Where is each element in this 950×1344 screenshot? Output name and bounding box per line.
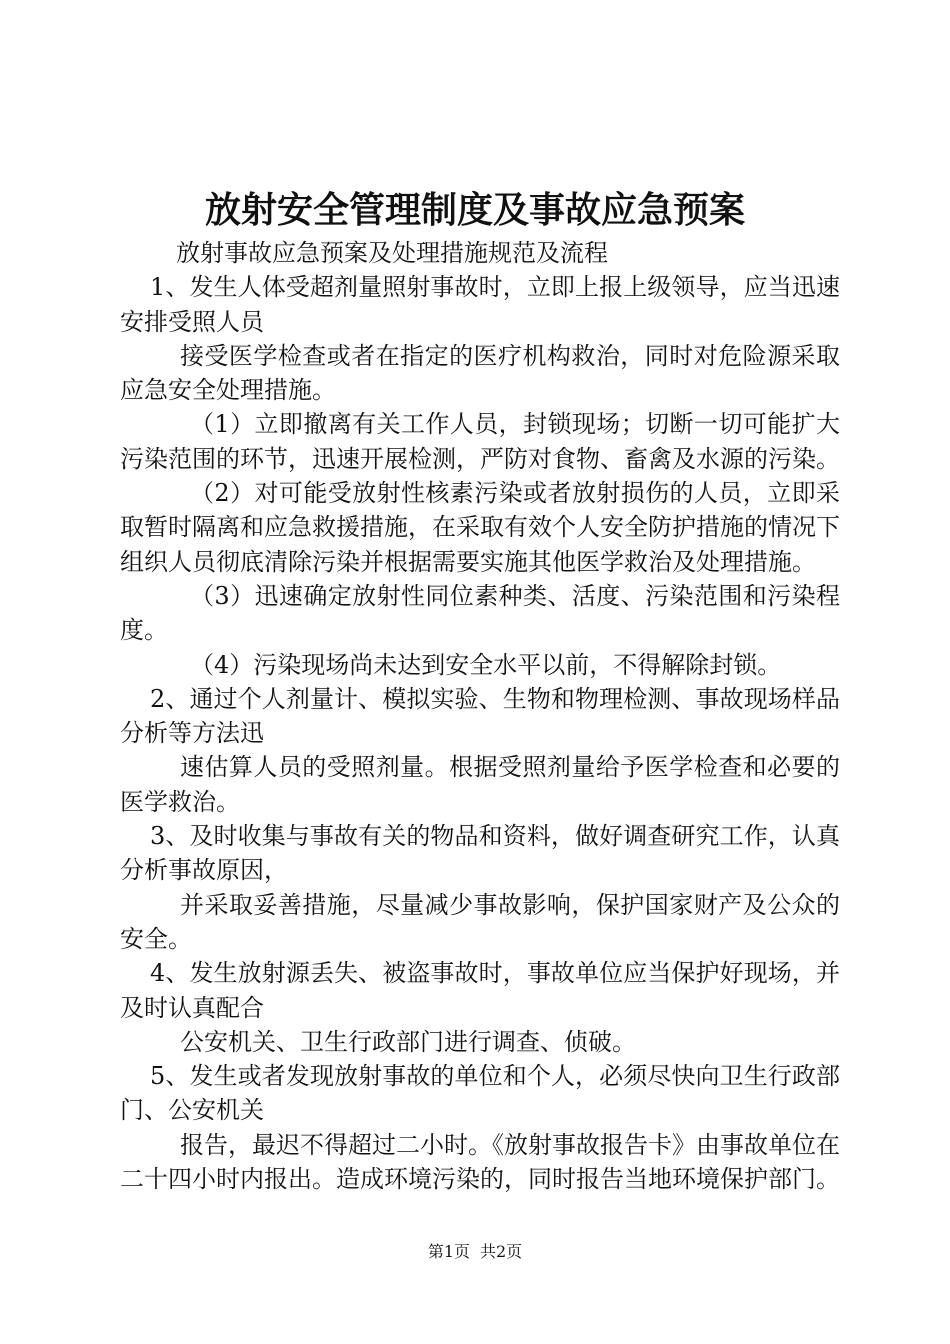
paragraph: 1、发生人体受超剂量照射事故时，立即上报上级领导，应当迅速安排受照人员: [120, 273, 840, 336]
page-total: 共2页: [480, 1242, 523, 1261]
page-footer: [0, 1239, 950, 1262]
page-number: 第1页: [427, 1242, 470, 1261]
paragraph: 速估算人员的受照剂量。根据受照剂量给予医学检查和必要的医学救治。: [120, 753, 840, 816]
document-body: [120, 236, 840, 1196]
paragraph: 5、发生或者发现放射事故的单位和个人，必须尽快向卫生行政部门、公安机关: [120, 1062, 840, 1125]
document-title: 放射安全管理制度及事故应急预案: [204, 189, 745, 231]
paragraph-subtitle: 放射事故应急预案及处理措施规范及流程: [176, 239, 608, 267]
paragraph: 报告，最迟不得超过二小时。《放射事故报告卡》由事故单位在二十四小时内报出。造成环境污染的，同时报告当地环境保护部门。: [120, 1130, 840, 1194]
paragraph: （1）立即撤离有关工作人员，封锁现场；切断一切可能扩大污染范围的环节，迅速开展检测，严防对食物、畜禽及水源的污染。: [120, 410, 840, 473]
paragraph: 2、通过个人剂量计、模拟实验、生物和物理检测、事故现场样品分析等方法迅: [120, 684, 840, 748]
paragraph: （2）对可能受放射性核素污染或者放射损伤的人员，立即采取暂时隔离和应急救援措施，在采取有效个人安全防护措施的情况下组织人员彻底清除污染并根据需要实施其他医学救治及处理措施。: [120, 479, 840, 576]
paragraph: 公安机关、卫生行政部门进行调查、侦破。: [180, 1027, 636, 1056]
paragraph: 4、发生放射源丢失、被盗事故时，事故单位应当保护好现场，并及时认真配合: [120, 959, 840, 1022]
paragraph: （3）迅速确定放射性同位素种类、活度、污染范围和污染程度。: [120, 581, 840, 645]
paragraph: 3、及时收集与事故有关的物品和资料，做好调查研究工作，认真分析事故原因，: [120, 822, 840, 885]
paragraph: 接受医学检查或者在指定的医疗机构救治，同时对危险源采取应急安全处理措施。: [120, 341, 840, 405]
paragraph: （4）污染现场尚未达到安全水平以前，不得解除封锁。: [190, 650, 782, 679]
paragraph: 并采取妥善措施，尽量减少事故影响，保护国家财产及公众的安全。: [120, 890, 840, 953]
